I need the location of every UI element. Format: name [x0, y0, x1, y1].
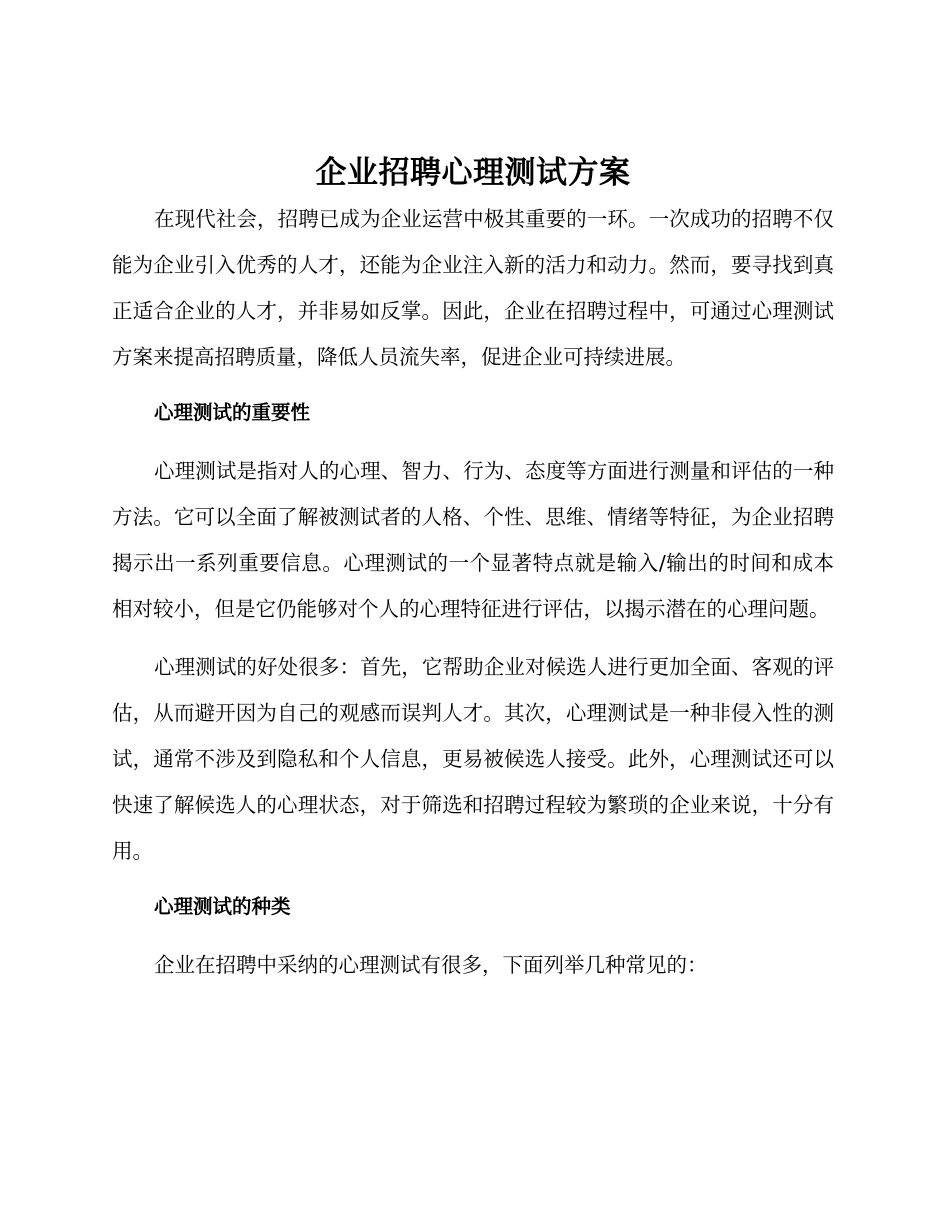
importance-paragraph-1: 心理测试是指对人的心理、智力、行为、态度等方面进行测量和评估的一种方法。它可以全面了解被测试者的人格、个性、思维、情绪等特征，为企业招聘揭示出一系列重要信息。心理测试的一个显著特点就是输入/输出的时间和成本相对较小，但是它仍能够对个人的心理特征进行评估，以揭示潜在的心理问题。 — [112, 459, 834, 621]
intro-paragraph: 在现代社会，招聘已成为企业运营中极其重要的一环。一次成功的招聘不仅能为企业引入优秀的人才，还能为企业注入新的活力和动力。然而，要寻找到真正适合企业的人才，并非易如反掌。因此，企业在招聘过程中，可通过心理测试方案来提高招聘质量，降低人员流失率，促进企业可持续进展。 — [112, 207, 834, 369]
spacer — [112, 874, 834, 884]
document-title: 企业招聘心理测试方案 — [315, 155, 631, 191]
spacer — [112, 380, 834, 390]
types-paragraph-1: 企业在招聘中采纳的心理测试有很多，下面列举几种常见的： — [154, 953, 708, 977]
section-heading-types: 心理测试的种类 — [154, 895, 291, 918]
spacer — [112, 930, 834, 942]
spacer — [112, 436, 834, 448]
section-heading-importance: 心理测试的重要性 — [154, 401, 311, 424]
document-page — [112, 150, 834, 988]
importance-paragraph-2: 心理测试的好处很多：首先，它帮助企业对候选人进行更加全面、客观的评估，从而避开因为自己的观感而误判人才。其次，心理测试是一种非侵入性的测试，通常不涉及到隐私和个人信息，更易被候选人接受。此外，心理测试还可以快速了解候选人的心理状态，对于筛选和招聘过程较为繁琐的企业来说，十分有用。 — [112, 655, 834, 863]
spacer — [112, 632, 834, 644]
